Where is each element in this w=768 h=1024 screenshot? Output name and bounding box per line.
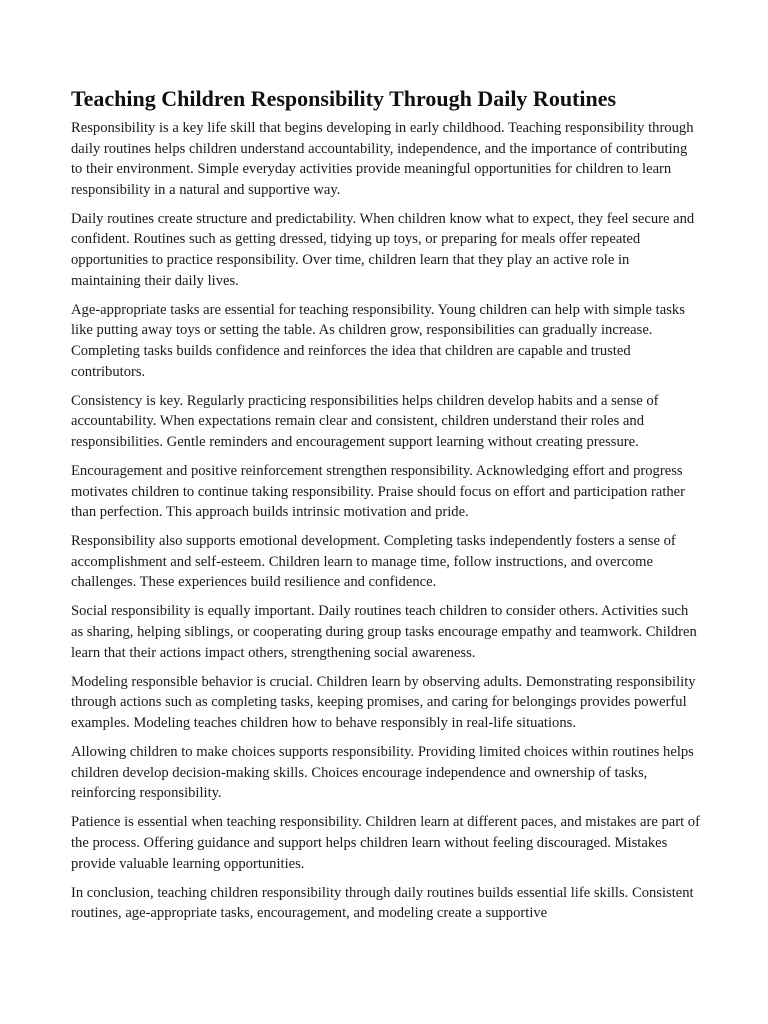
paragraph-daily-routines: Daily routines create structure and predictability. When children know what to expect, they feel secure and confident. Routines such as getting dressed, tidying up toys, or preparing for meals offer repeated opportunities to practice responsibility. Over time, children learn that they play an active role in maintaining their daily lives. <box>71 210 695 289</box>
document-page <box>71 84 701 932</box>
paragraph-modeling: Modeling responsible behavior is crucial. Children learn by observing adults. Demonstrating responsibility through actions such as completing tasks, keeping promises, and caring for belongings provides powerful examples. Modeling teaches children how to behave responsibly in real-life situations. <box>71 673 696 731</box>
paragraph-social-responsibility: Social responsibility is equally important. Daily routines teach children to consider others. Activities such as sharing, helping siblings, or cooperating during group tasks encourage empathy and teamwork. Children learn that their actions impact others, strengthening social awareness. <box>71 603 697 661</box>
paragraph-encouragement: Encouragement and positive reinforcement strengthen responsibility. Acknowledging effort and progress motivates children to continue taking responsibility. Praise should focus on effort and participation rather than perfection. This approach builds intrinsic motivation and pride. <box>71 462 686 521</box>
paragraph-intro: Responsibility is a key life skill that begins developing in early childhood. Teaching responsibility through daily routines helps children understand accountability, independence, and the importance of contributing to their environment. Simple everyday activities provide meaningful opportunities for children to learn responsibility in a natural and supportive way. <box>71 120 694 198</box>
paragraph-choices: Allowing children to make choices supports responsibility. Providing limited choices within routines helps children develop decision-making skills. Choices encourage independence and ownership of tasks, reinforcing responsibility. <box>71 744 694 802</box>
paragraph-emotional-development: Responsibility also supports emotional development. Completing tasks independently fosters a sense of accomplishment and self-esteem. Children learn to manage time, follow instructions, and overcome challenges. These experiences build resilience and confidence. <box>71 533 676 591</box>
document-title: Teaching Children Responsibility Through Daily Routines <box>71 86 617 111</box>
paragraph-consistency: Consistency is key. Regularly practicing responsibilities helps children develop habits and a sense of accountability. When expectations remain clear and consistent, children understand their roles and responsibilities. Gentle reminders and encouragement support learning without creating pressure. <box>71 392 659 450</box>
paragraph-conclusion: In conclusion, teaching children responsibility through daily routines builds essential life skills. Consistent routines, age-appropriate tasks, encouragement, and modeling create a supportive <box>71 884 694 922</box>
paragraph-patience: Patience is essential when teaching responsibility. Children learn at different paces, and mistakes are part of the process. Offering guidance and support helps children learn without feeling discouraged. Mistakes provide valuable learning opportunities. <box>71 814 700 872</box>
paragraph-age-appropriate-tasks: Age-appropriate tasks are essential for teaching responsibility. Young children can help with simple tasks like putting away toys or setting the table. As children grow, responsibilities can gradually increase. Completing tasks builds confidence and reinforces the idea that children are capable and trusted contributors. <box>71 301 685 380</box>
